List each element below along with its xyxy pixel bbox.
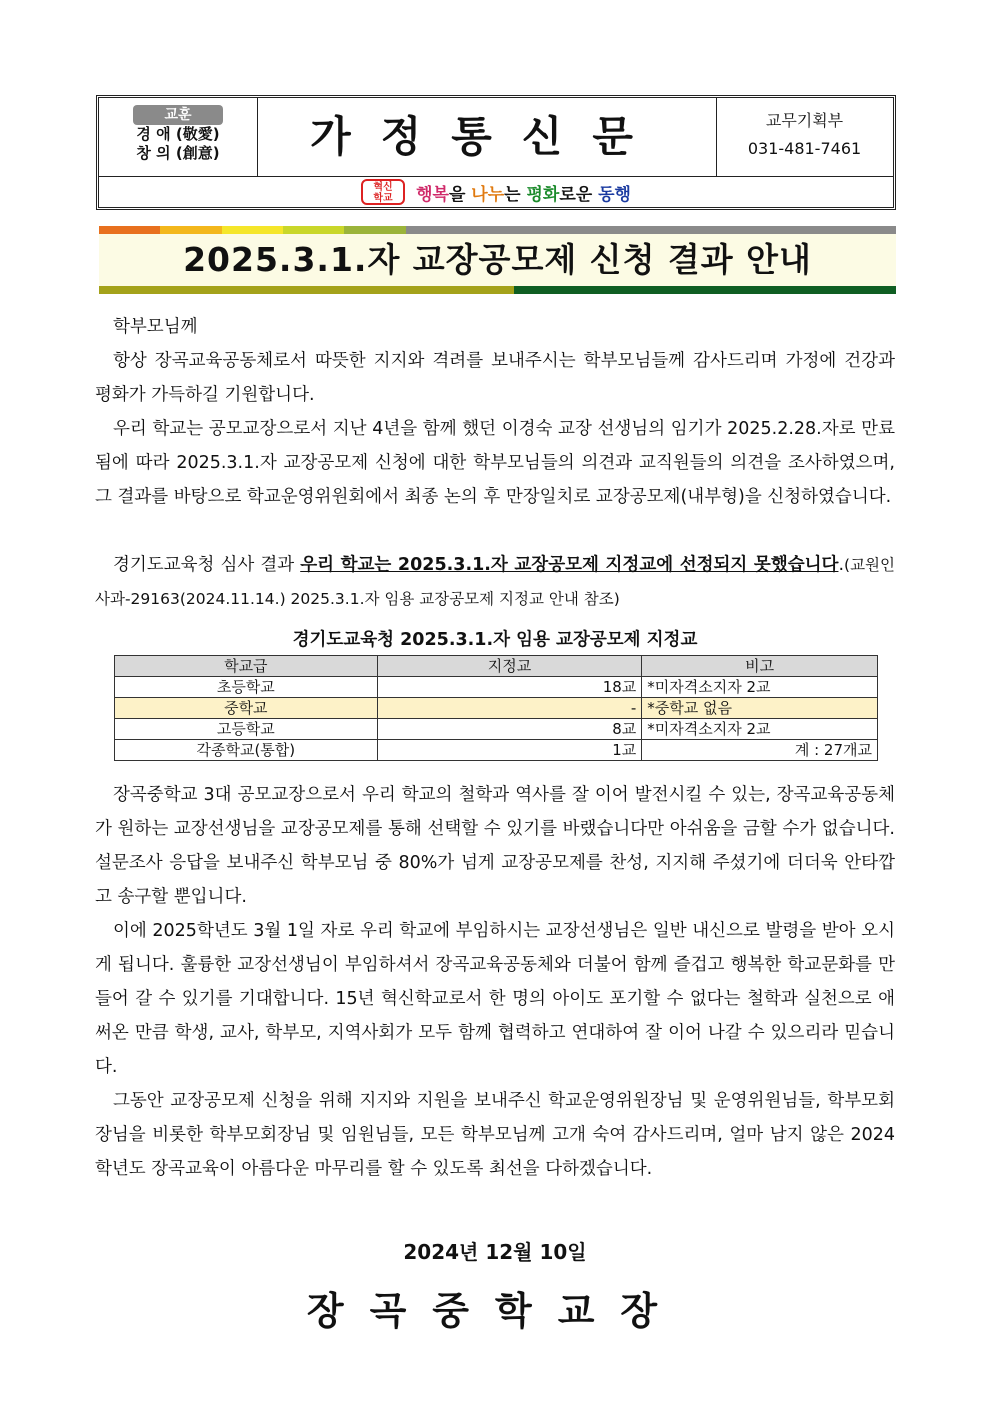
motto-line-2: 창 의 (創意) [136,144,220,162]
slogan-part: 로운 [559,184,599,205]
note-cell: *미자격소지자 2교 [642,719,878,740]
column-header: 학교급 [115,656,378,677]
p3-pre: 경기도교육청 심사 결과 [113,555,301,575]
school-level-cell: 초등학교 [115,677,378,698]
color-strip-segment [835,226,896,234]
slogan-part: 행복 [416,184,449,205]
slogan-part: 는 [504,184,527,205]
school-level-cell: 고등학교 [115,719,378,740]
count-cell: 18교 [377,677,642,698]
paragraph-1: 항상 장곡교육공동체로서 따뜻한 지지와 격려를 보내주시는 학부모님들께 감사드리며 가정에 건강과 평화가 가득하길 기원합니다. [95,351,895,405]
p3-reference: (교원인사과-29163(2024.11.14.) 2025.3.1.자 임용 교장공모제 지정교 안내 참조) [95,556,895,608]
paragraph-5: 이에 2025학년도 3월 1일 자로 우리 학교에 부임하시는 교장선생님은 일반 내신으로 발령을 받아 오시게 됩니다. 훌륭한 교장선생님이 부임하셔서 장곡교육공동체와 더불어 함께 즐겁고 행복한 학교문화를 만들어 갈 수 있기를 기대합니다. 15년 혁신학교로서 한 명의 아이도 포기할 수 없다는 철학과 실천으로 애써온 만큼 학생, 교사, 학부모, 지역사회가 모두 함께 협력하고 연대하여 잘 이어 나갈 수 있으리라 믿습니다. [95,921,895,1077]
table-row [115,740,878,761]
slogan-part: 나누 [471,184,505,205]
color-strip-segment [773,226,834,234]
slogan-row [99,176,893,207]
paragraph-6: 그동안 교장공모제 신청을 위해 지지와 지원을 보내주신 학교운영위원장님 및 운영위원님들, 학부모회장님을 비롯한 학부모회장님 및 임원님들, 모든 학부모님께 고개 숙여 감사드리며, 얼마 남지 않은 2024학년도 장곡교육이 아름다운 마무리를 할 수 있도록 최선을 다하겠습니다. [95,1091,895,1179]
logo-text-2: 학교 [373,193,393,204]
slogan-part: 동행 [598,184,631,205]
color-strip [99,226,896,234]
paragraph-3 [95,548,895,616]
school-level-cell: 중학교 [115,698,378,719]
color-strip-segment [344,226,405,234]
table-row [115,719,878,740]
color-strip-segment [283,226,344,234]
note-cell: *중학교 없음 [642,698,878,719]
color-strip-segment [712,226,773,234]
school-motto [99,98,258,176]
note-cell: *미자격소지자 2교 [642,677,878,698]
newsletter-title: 가정통신문 [257,98,717,176]
motto-line-1: 경 애 (敬愛) [136,125,220,143]
color-strip-segment [99,226,160,234]
slogan-part: 평화 [526,184,560,205]
color-strip-segment [467,226,528,234]
table-row-highlighted [115,698,878,719]
count-cell: 8교 [377,719,642,740]
paragraph-4: 장곡중학교 3대 공모교장으로서 우리 학교의 철학과 역사를 잘 이어 발전시킬 수 있는, 장곡교육공동체가 원하는 교장선생님을 교장공모제를 통해 선택할 수 있기를 바랬습니다만 아쉬움을 금할 수가 없습니다. 설문조사 응답을 보내주신 학부모님 중 80%가 넘게 교장공모제를 찬성, 지지해 주셨기에 더더욱 안타깝고 송구할 뿐입니다. [95,785,895,907]
designated-schools-table [114,655,878,761]
p3-post: . [838,555,845,575]
header-top-row [99,98,893,177]
table-header-row [115,656,878,677]
count-cell: 1교 [377,740,642,761]
school-slogan [416,180,631,205]
table-row [115,677,878,698]
color-strip-segment [590,226,651,234]
paragraph-2: 우리 학교는 공모교장으로서 지난 4년을 함께 했던 이경숙 교장 선생님의 임기가 2025.2.28.자로 만료됨에 따라 2025.3.1.자 교장공모제 신청에 대한 학부모님들의 의견과 교직원들의 의견을 조사하였으며, 그 결과를 바탕으로 학교운영위원회에서 최종 논의 후 만장일치로 교장공모제(내부형)을 신청하였습니다. [95,419,895,507]
column-header: 비고 [642,656,878,677]
greeting: 학부모님께 [113,317,198,337]
color-strip-segment [651,226,712,234]
motto-badge: 교훈 [133,105,223,125]
school-level-cell: 각종학교(통합) [115,740,378,761]
slogan-part: 을 [448,184,472,205]
color-strip-segment [406,226,467,234]
issue-date: 2024년 12월 10일 [403,1240,587,1264]
p3-emphasis: 우리 학교는 2025.3.1.자 교장공모제 지정교에 선정되지 못했습니다 [300,555,839,575]
innovation-school-logo [361,179,405,205]
column-header: 지정교 [377,656,642,677]
count-cell: - [377,698,642,719]
color-strip-segment [160,226,221,234]
department-info [716,98,893,176]
department-name: 교무기획부 [765,111,844,130]
table-title: 경기도교육청 2025.3.1.자 임용 교장공모제 지정교 [292,630,698,650]
principal-signature: 장곡중학교장 [306,1289,684,1333]
total-cell: 계 : 27개교 [642,740,878,761]
department-phone: 031-481-7461 [747,139,862,158]
notice-title: 2025.3.1.자 교장공모제 신청 결과 안내 [99,234,896,286]
color-strip-segment [222,226,283,234]
color-strip-segment [528,226,589,234]
logo-text-1: 혁신 [373,182,393,193]
banner-underline [99,286,896,294]
newsletter-header [96,95,896,210]
